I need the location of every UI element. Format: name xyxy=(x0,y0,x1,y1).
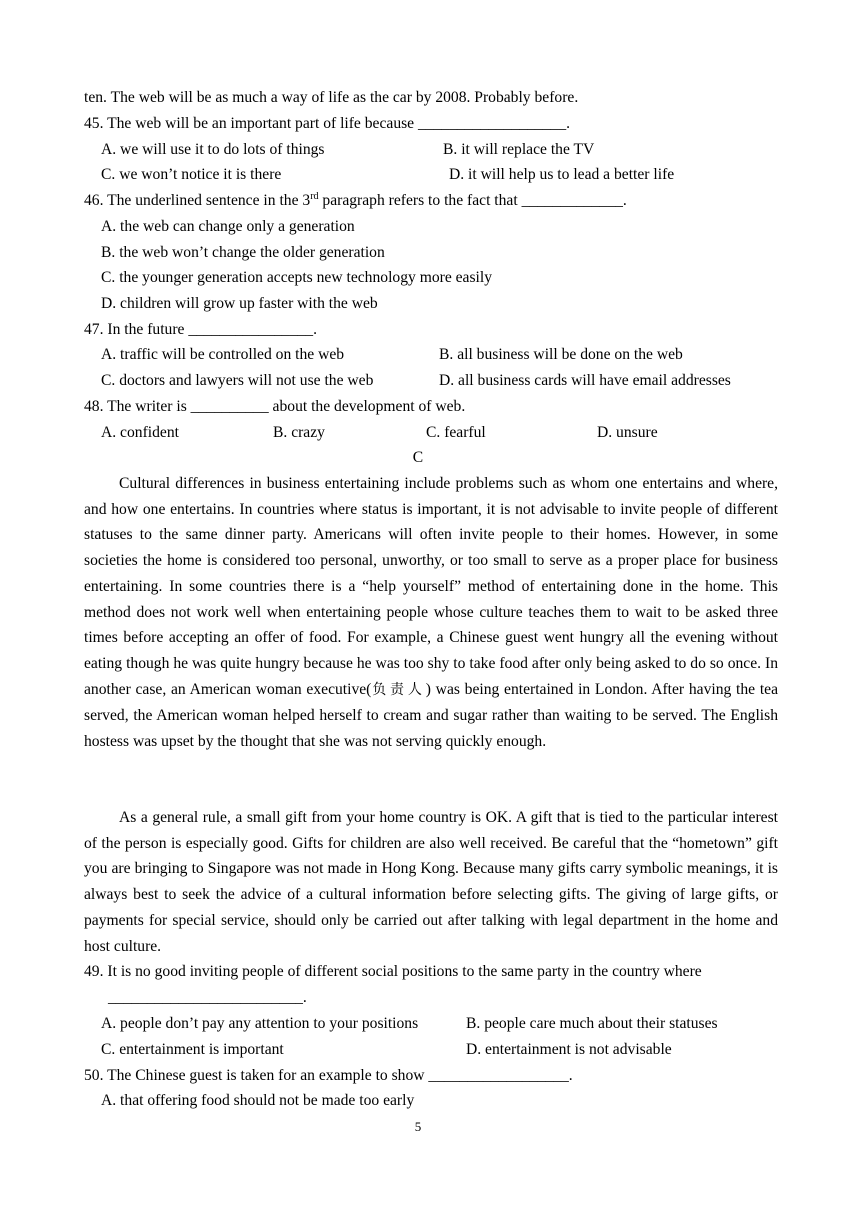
q46-stem-post: paragraph refers to the fact that _____________. xyxy=(318,192,627,209)
q46-stem-pre: 46. The underlined sentence in the 3 xyxy=(84,192,311,209)
p2-text: As a general rule, a small gift from your home country is OK. A gift that is tied to the particular interest of the person is especially good. Gifts for children are also well received. Be careful that the “hometown” gift you are bringing to Singapore was not made in Hong Kong. Because many gifts carry symbolic meanings, it is always best to seek the advice of a cultural information before selecting gifts. The giving of large gifts, or payments for special service, should only be carried out after talking with legal department in the home and host culture. xyxy=(84,809,778,955)
passage-paragraph-2 xyxy=(84,805,778,959)
q47-option-d: D. all business cards will have email addresses xyxy=(439,372,731,389)
q48-option-a: A. confident xyxy=(101,424,179,441)
passage-tail-line: ten. The web will be as much a way of life as the car by 2008. Probably before. xyxy=(84,89,579,106)
q45-option-d: D. it will help us to lead a better life xyxy=(449,166,675,183)
question-45-stem: 45. The web will be an important part of life because ___________________. xyxy=(84,115,571,132)
question-50-stem: 50. The Chinese guest is taken for an example to show __________________. xyxy=(84,1067,573,1084)
page-number: 5 xyxy=(414,1119,422,1134)
question-46-stem xyxy=(84,191,627,211)
q45-option-b: B. it will replace the TV xyxy=(443,141,595,158)
question-47-stem: 47. In the future ________________. xyxy=(84,321,318,338)
q47-option-b: B. all business will be done on the web xyxy=(439,346,683,363)
q48-option-d: D. unsure xyxy=(597,424,658,441)
q46-option-a: A. the web can change only a generation xyxy=(101,218,355,235)
q46-option-b: B. the web won’t change the older generation xyxy=(101,244,385,261)
q45-option-c: C. we won’t notice it is there xyxy=(101,166,282,183)
q49-option-b: B. people care much about their statuses xyxy=(466,1015,718,1032)
q48-option-b: B. crazy xyxy=(273,424,325,441)
q49-option-c: C. entertainment is important xyxy=(101,1041,284,1058)
q48-option-c: C. fearful xyxy=(426,424,486,441)
q46-stem-sup: rd xyxy=(310,190,319,202)
q47-option-c: C. doctors and lawyers will not use the web xyxy=(101,372,374,389)
q46-option-d: D. children will grow up faster with the web xyxy=(101,295,378,312)
q49-blank: _________________________. xyxy=(108,989,307,1006)
p1-text-after: ) was being entertained in London. After having the tea served, the American woman helped herself to cream and sugar rather than waiting to be served. The English hostess was upset by the thought that she was not serving quickly enough. xyxy=(84,680,779,751)
q46-option-c: C. the younger generation accepts new technology more easily xyxy=(101,269,493,286)
p1-chinese-gloss: 负责人 xyxy=(371,681,426,698)
q47-option-a: A. traffic will be controlled on the web xyxy=(101,346,345,363)
question-48-stem: 48. The writer is __________ about the development of web. xyxy=(84,398,466,415)
q50-option-a: A. that offering food should not be made too early xyxy=(101,1092,415,1109)
q49-option-d: D. entertainment is not advisable xyxy=(466,1041,672,1058)
q49-option-a: A. people don’t pay any attention to your positions xyxy=(101,1015,419,1032)
q45-option-a: A. we will use it to do lots of things xyxy=(101,141,325,158)
passage-paragraph-1 xyxy=(84,471,778,755)
question-49-stem: 49. It is no good inviting people of different social positions to the same party in the country where xyxy=(84,963,702,980)
section-label: C xyxy=(412,449,424,466)
p1-text-before: Cultural differences in business entertaining include problems such as whom one entertains and where, and how one entertains. In countries where status is important, it is not advisable to invite people of different statuses to the same dinner party. Americans will often invite people to their homes. However, in some societies the home is considered too personal, unworthy, or too small to serve as a proper place for business entertaining. In some countries there is a “help yourself” method of entertaining done in the home. This method does not work well when entertaining people whose culture teaches them to wait to be asked three times before accepting an offer of food. For example, a Chinese guest went hungry all the evening without eating though he was quite hungry because he was too shy to take food after only being asked to do so once. In another case, an American woman executive( xyxy=(84,475,778,698)
